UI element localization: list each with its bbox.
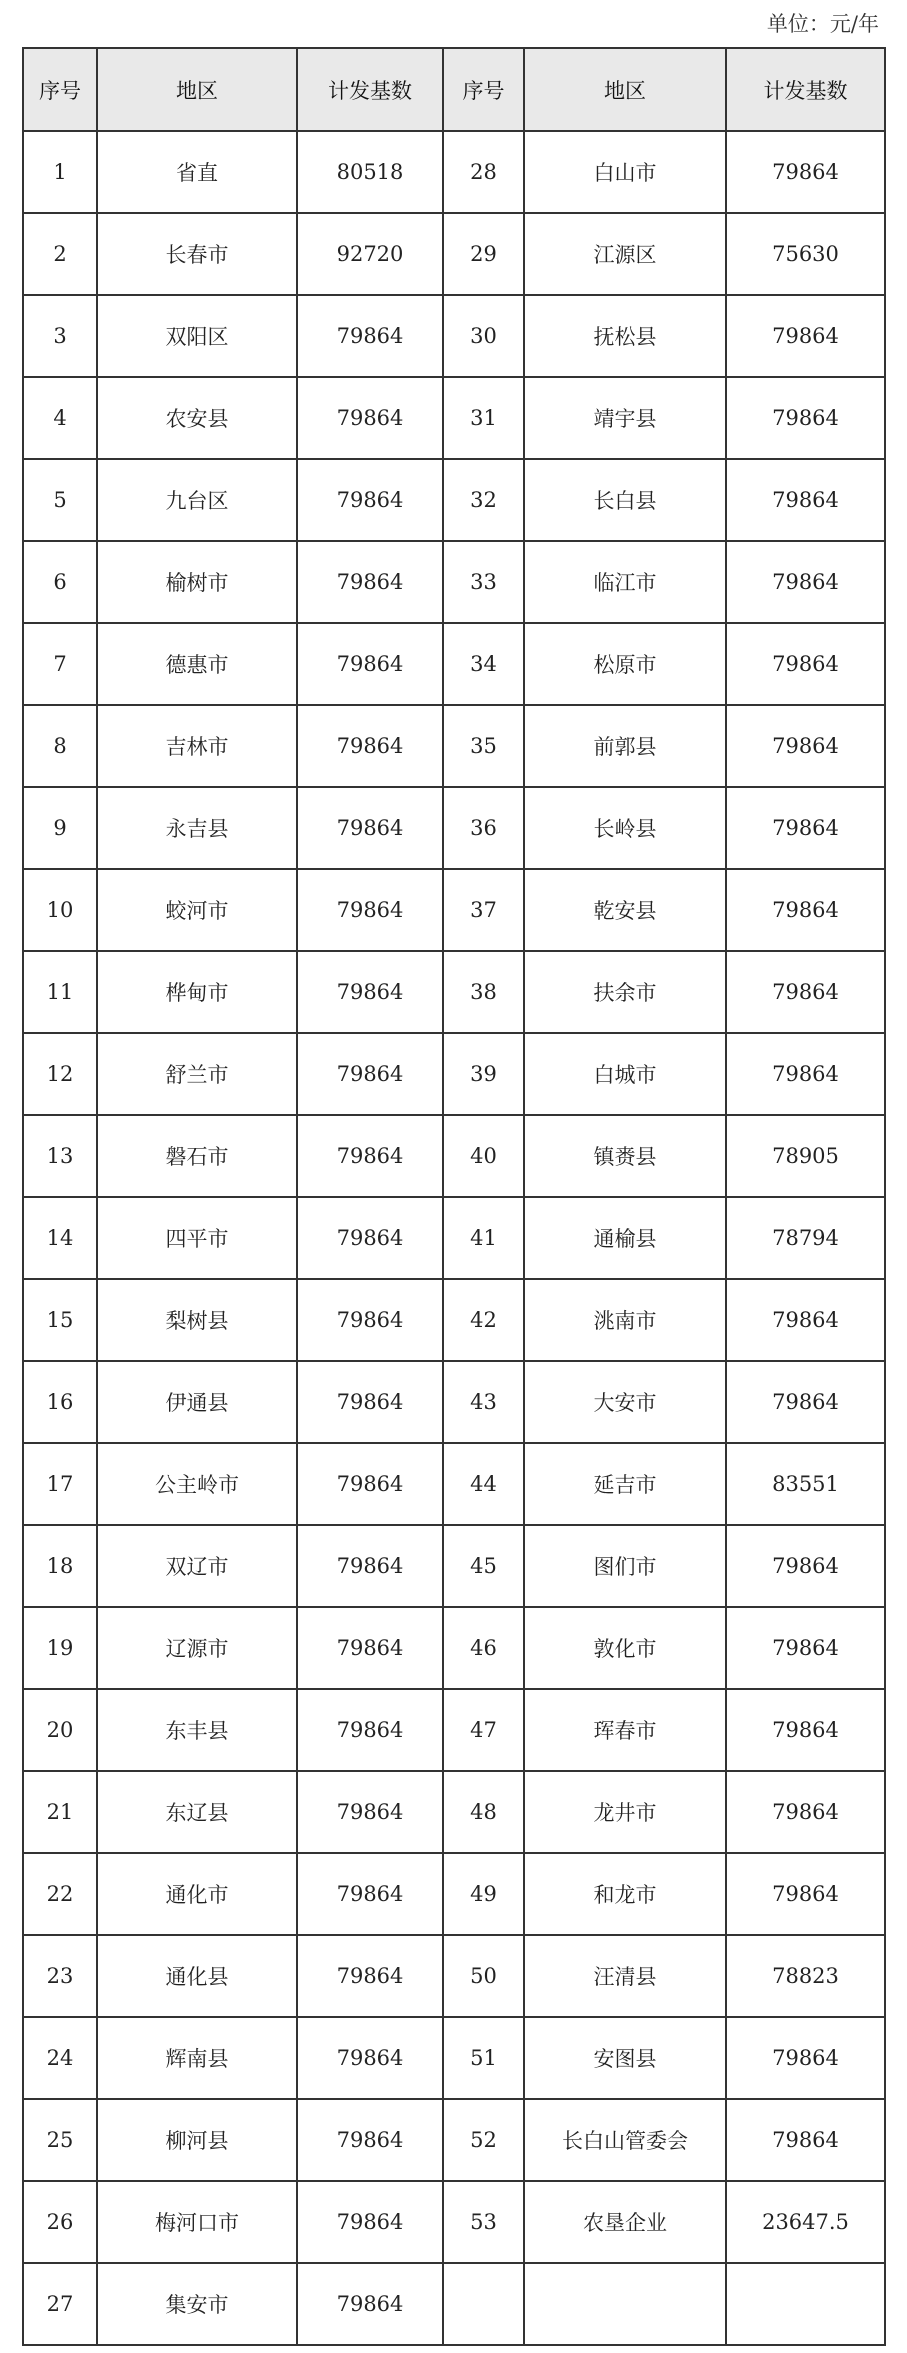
region-cell: 镇赉县 (524, 1115, 726, 1197)
seq-cell: 15 (23, 1279, 97, 1361)
region-cell: 东丰县 (97, 1689, 297, 1771)
seq-cell: 49 (443, 1853, 524, 1935)
seq-cell: 26 (23, 2181, 97, 2263)
seq-cell: 28 (443, 131, 524, 213)
region-cell: 省直 (97, 131, 297, 213)
seq-cell: 16 (23, 1361, 97, 1443)
base-cell: 79864 (297, 1361, 443, 1443)
region-cell: 白城市 (524, 1033, 726, 1115)
pension-base-table (22, 47, 886, 2346)
table-row (23, 295, 885, 377)
table-row (23, 869, 885, 951)
region-cell: 公主岭市 (97, 1443, 297, 1525)
base-cell: 79864 (297, 1689, 443, 1771)
base-cell: 79864 (297, 1525, 443, 1607)
seq-cell: 17 (23, 1443, 97, 1525)
region-cell: 伊通县 (97, 1361, 297, 1443)
table-row (23, 213, 885, 295)
seq-cell: 5 (23, 459, 97, 541)
region-cell: 梨树县 (97, 1279, 297, 1361)
table-row (23, 1771, 885, 1853)
seq-cell: 44 (443, 1443, 524, 1525)
region-cell: 柳河县 (97, 2099, 297, 2181)
table-row (23, 1279, 885, 1361)
region-cell: 通化县 (97, 1935, 297, 2017)
seq-cell: 19 (23, 1607, 97, 1689)
table-row (23, 2263, 885, 2345)
seq-cell: 12 (23, 1033, 97, 1115)
base-cell: 79864 (726, 2099, 885, 2181)
seq-cell: 25 (23, 2099, 97, 2181)
region-cell: 汪清县 (524, 1935, 726, 2017)
region-cell: 长白山管委会 (524, 2099, 726, 2181)
base-cell: 79864 (726, 1279, 885, 1361)
header-base-right: 计发基数 (726, 48, 885, 131)
base-cell: 79864 (297, 2263, 443, 2345)
seq-cell: 22 (23, 1853, 97, 1935)
base-cell (726, 2263, 885, 2345)
table-row (23, 377, 885, 459)
base-cell: 80518 (297, 131, 443, 213)
base-cell: 78794 (726, 1197, 885, 1279)
base-cell: 79864 (297, 951, 443, 1033)
seq-cell: 4 (23, 377, 97, 459)
table-row (23, 787, 885, 869)
seq-cell: 7 (23, 623, 97, 705)
region-cell: 乾安县 (524, 869, 726, 951)
header-seq-left: 序号 (23, 48, 97, 131)
base-cell: 79864 (297, 2099, 443, 2181)
base-cell: 79864 (297, 1443, 443, 1525)
table-row (23, 623, 885, 705)
region-cell: 大安市 (524, 1361, 726, 1443)
region-cell: 农垦企业 (524, 2181, 726, 2263)
base-cell: 79864 (297, 377, 443, 459)
seq-cell: 33 (443, 541, 524, 623)
seq-cell: 46 (443, 1607, 524, 1689)
base-cell: 79864 (297, 1033, 443, 1115)
region-cell: 临江市 (524, 541, 726, 623)
region-cell: 珲春市 (524, 1689, 726, 1771)
base-cell: 79864 (726, 377, 885, 459)
base-cell: 79864 (297, 1197, 443, 1279)
seq-cell: 45 (443, 1525, 524, 1607)
base-cell: 79864 (297, 1771, 443, 1853)
table-row (23, 1689, 885, 1771)
table-row (23, 1853, 885, 1935)
seq-cell: 30 (443, 295, 524, 377)
region-cell: 白山市 (524, 131, 726, 213)
base-cell: 79864 (726, 2017, 885, 2099)
base-cell: 79864 (726, 1689, 885, 1771)
seq-cell: 24 (23, 2017, 97, 2099)
region-cell: 长岭县 (524, 787, 726, 869)
base-cell: 79864 (726, 459, 885, 541)
seq-cell: 41 (443, 1197, 524, 1279)
table-row (23, 2017, 885, 2099)
region-cell: 和龙市 (524, 1853, 726, 1935)
table-row (23, 1197, 885, 1279)
table-row (23, 1033, 885, 1115)
seq-cell: 40 (443, 1115, 524, 1197)
seq-cell: 52 (443, 2099, 524, 2181)
base-cell: 79864 (297, 1607, 443, 1689)
seq-cell: 10 (23, 869, 97, 951)
seq-cell: 50 (443, 1935, 524, 2017)
region-cell: 通榆县 (524, 1197, 726, 1279)
seq-cell: 32 (443, 459, 524, 541)
base-cell: 83551 (726, 1443, 885, 1525)
seq-cell: 1 (23, 131, 97, 213)
region-cell: 龙井市 (524, 1771, 726, 1853)
table-row (23, 1935, 885, 2017)
table-row (23, 459, 885, 541)
base-cell: 23647.5 (726, 2181, 885, 2263)
seq-cell: 9 (23, 787, 97, 869)
base-cell: 79864 (726, 131, 885, 213)
region-cell: 桦甸市 (97, 951, 297, 1033)
region-cell: 图们市 (524, 1525, 726, 1607)
region-cell: 安图县 (524, 2017, 726, 2099)
base-cell: 79864 (726, 1771, 885, 1853)
region-cell: 吉林市 (97, 705, 297, 787)
region-cell: 抚松县 (524, 295, 726, 377)
base-cell: 79864 (726, 1525, 885, 1607)
seq-cell: 31 (443, 377, 524, 459)
base-cell: 79864 (297, 459, 443, 541)
base-cell: 79864 (726, 1033, 885, 1115)
region-cell: 前郭县 (524, 705, 726, 787)
base-cell: 79864 (726, 951, 885, 1033)
base-cell: 79864 (297, 541, 443, 623)
base-cell: 79864 (297, 869, 443, 951)
region-cell: 永吉县 (97, 787, 297, 869)
table-row (23, 705, 885, 787)
seq-cell: 48 (443, 1771, 524, 1853)
region-cell: 松原市 (524, 623, 726, 705)
seq-cell: 6 (23, 541, 97, 623)
base-cell: 79864 (297, 1279, 443, 1361)
region-cell: 梅河口市 (97, 2181, 297, 2263)
region-cell: 辽源市 (97, 1607, 297, 1689)
seq-cell: 34 (443, 623, 524, 705)
region-cell: 双辽市 (97, 1525, 297, 1607)
header-base-left: 计发基数 (297, 48, 443, 131)
base-cell: 79864 (297, 2017, 443, 2099)
table-row (23, 2099, 885, 2181)
table-row (23, 1525, 885, 1607)
region-cell (524, 2263, 726, 2345)
seq-cell: 18 (23, 1525, 97, 1607)
seq-cell: 51 (443, 2017, 524, 2099)
table-row (23, 541, 885, 623)
seq-cell: 20 (23, 1689, 97, 1771)
seq-cell: 23 (23, 1935, 97, 2017)
base-cell: 79864 (297, 1853, 443, 1935)
base-cell: 79864 (726, 869, 885, 951)
seq-cell: 53 (443, 2181, 524, 2263)
table-row (23, 1361, 885, 1443)
base-cell: 79864 (297, 623, 443, 705)
region-cell: 辉南县 (97, 2017, 297, 2099)
region-cell: 德惠市 (97, 623, 297, 705)
region-cell: 集安市 (97, 2263, 297, 2345)
seq-cell: 43 (443, 1361, 524, 1443)
base-cell: 75630 (726, 213, 885, 295)
base-cell: 79864 (297, 2181, 443, 2263)
seq-cell: 36 (443, 787, 524, 869)
seq-cell: 21 (23, 1771, 97, 1853)
base-cell: 79864 (297, 1115, 443, 1197)
region-cell: 蛟河市 (97, 869, 297, 951)
seq-cell: 14 (23, 1197, 97, 1279)
table-row (23, 1443, 885, 1525)
base-cell: 79864 (297, 1935, 443, 2017)
base-cell: 79864 (726, 1361, 885, 1443)
seq-cell: 13 (23, 1115, 97, 1197)
seq-cell: 3 (23, 295, 97, 377)
header-row (23, 48, 885, 131)
seq-cell: 47 (443, 1689, 524, 1771)
region-cell: 扶余市 (524, 951, 726, 1033)
table-row (23, 2181, 885, 2263)
table-row (23, 951, 885, 1033)
base-cell: 79864 (726, 295, 885, 377)
region-cell: 双阳区 (97, 295, 297, 377)
base-cell: 79864 (297, 787, 443, 869)
table-row (23, 1115, 885, 1197)
base-cell: 79864 (726, 623, 885, 705)
region-cell: 九台区 (97, 459, 297, 541)
region-cell: 通化市 (97, 1853, 297, 1935)
seq-cell: 35 (443, 705, 524, 787)
region-cell: 延吉市 (524, 1443, 726, 1525)
region-cell: 长春市 (97, 213, 297, 295)
seq-cell: 8 (23, 705, 97, 787)
header-region-right: 地区 (524, 48, 726, 131)
table-row (23, 131, 885, 213)
base-cell: 79864 (297, 295, 443, 377)
base-cell: 92720 (297, 213, 443, 295)
seq-cell: 11 (23, 951, 97, 1033)
base-cell: 79864 (726, 787, 885, 869)
region-cell: 磐石市 (97, 1115, 297, 1197)
seq-cell: 2 (23, 213, 97, 295)
region-cell: 农安县 (97, 377, 297, 459)
region-cell: 敦化市 (524, 1607, 726, 1689)
region-cell: 东辽县 (97, 1771, 297, 1853)
header-seq-right: 序号 (443, 48, 524, 131)
base-cell: 78905 (726, 1115, 885, 1197)
region-cell: 榆树市 (97, 541, 297, 623)
region-cell: 江源区 (524, 213, 726, 295)
region-cell: 四平市 (97, 1197, 297, 1279)
seq-cell: 42 (443, 1279, 524, 1361)
base-cell: 79864 (726, 705, 885, 787)
base-cell: 78823 (726, 1935, 885, 2017)
base-cell: 79864 (726, 541, 885, 623)
header-region-left: 地区 (97, 48, 297, 131)
region-cell: 长白县 (524, 459, 726, 541)
base-cell: 79864 (297, 705, 443, 787)
region-cell: 靖宇县 (524, 377, 726, 459)
seq-cell: 37 (443, 869, 524, 951)
region-cell: 洮南市 (524, 1279, 726, 1361)
seq-cell: 27 (23, 2263, 97, 2345)
seq-cell (443, 2263, 524, 2345)
seq-cell: 38 (443, 951, 524, 1033)
unit-label: 单位：元/年 (766, 12, 879, 36)
seq-cell: 39 (443, 1033, 524, 1115)
region-cell: 舒兰市 (97, 1033, 297, 1115)
base-cell: 79864 (726, 1607, 885, 1689)
seq-cell: 29 (443, 213, 524, 295)
base-cell: 79864 (726, 1853, 885, 1935)
table-row (23, 1607, 885, 1689)
